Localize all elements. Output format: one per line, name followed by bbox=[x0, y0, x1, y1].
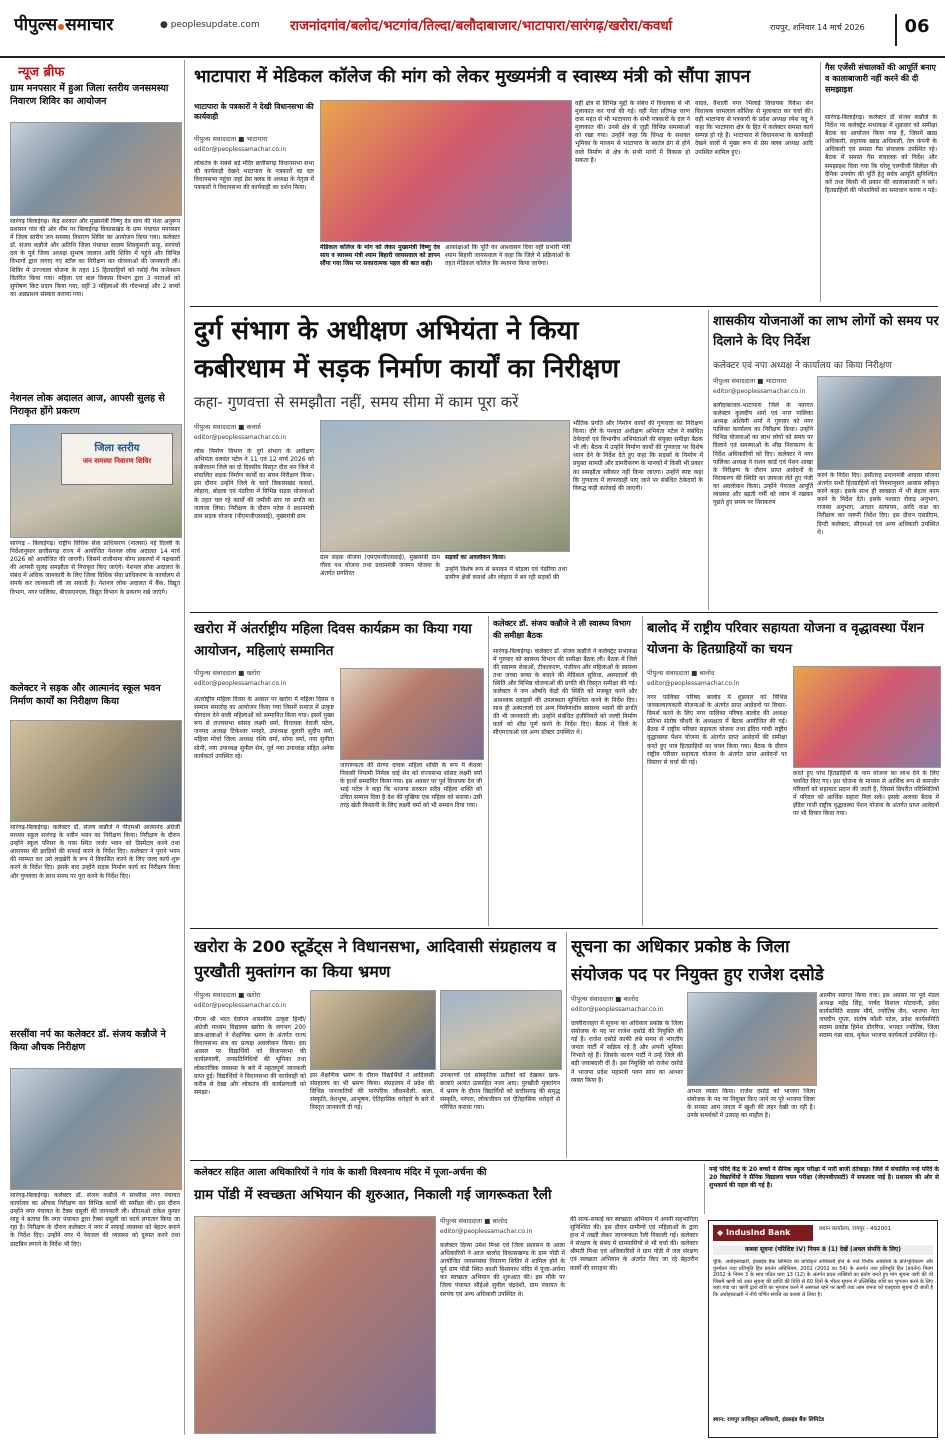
lead-story bbox=[190, 310, 705, 610]
schemes-col-2: करने के निर्देश दिए। इसीतरह प्रधानमंत्री आवास योजना अंतर्गत सभी हितग्राहियों को नियमानुसार आवास स्वीकृत करने कहा। इसके साथ ही स्वच्छता में भी बेहतर काम करने के निर्देश देते। इसके पश्चात रोकड़ अनुभाग, राजस्व अनुभाग, आधार सत्यापन, आदि कक्ष का निरीक्षण कर जरूरी निर्देश दिए। इस दौरान एसडीएम, डिप्टी कलेक्टर, सीएमओ एवं अन्य अधिकारी उपस्थित थे। bbox=[817, 472, 939, 536]
women-day-photo bbox=[340, 668, 484, 760]
lead-byline: पीपुल्स संवाददाता ■ कवर्धा bbox=[194, 423, 261, 431]
top-story-kicker: भाटापारा के पत्रकारों ने देखी विधानसभा की कार्यवाही bbox=[194, 102, 314, 121]
brief-1-title: ग्राम मनपसार में हुआ जिला स्तरीय जनसमस्या निवारण शिविर का आयोजन bbox=[10, 83, 169, 107]
divider-1 bbox=[190, 306, 938, 307]
women-day-col-2: जागरूकता की प्रेरणा दायक महिला शक्ति के रूप में केवला निवासी नियामी निर्मला वाई सेन को राज्यसभा सांसद लक्ष्मी वर्मा के हाथों सम्मानित किया गया। इस अवसर पर पूर्व विधायक देव जी भाई पटेल ने कहा कि भाजपा सरकार सदैव महिला शक्ति को उचित सम्मान दिया है देश की मुखिया एक महिला को बनाया। उसी तरह खेती किसानी के लिए लक्ष्मी वर्मा को भी सम्मान दिया गया। bbox=[340, 762, 482, 810]
divider-2 bbox=[190, 612, 938, 613]
top-story-email: editor@peoplessamachar.co.in bbox=[194, 146, 287, 153]
bank-ad-text: चूंकि, अधोहस्ताक्षरी, इंडसइंड बैंक लिमिटेड का प्राधिकृत अधिकारी होने के नाते वित्तीय आस्तियों के प्रतिभूतिकरण और पुनर्गठन तथा प्रतिभूति हित प्रवर्तन अधिनियम, 2002 (2002 का 54) के अंतर्गत तथा प्रतिभूति हित (प्रवर्तन) नियम 2002 के नियम 3 के साथ पठित धारा 13 (12) के अंतर्गत प्रदत्त शक्तियों का प्रयोग करते हुए मांग सूचना जारी की थी जिसमें ऋणी को उक्त सूचना की प्राप्ति की तिथि से 60 दिनों के भीतर सूचना में उल्लिखित राशि का भुगतान करने के लिए कहा गया था। ऋणी द्वारा राशि का भुगतान करने में असफल रहने पर ऋणी तथा आम जनता को एतद्द्वारा सूचना दी जाती है कि अधोहस्ताक्षरी ने नीचे वर्णित संपत्ति का कब्जा ले लिया है। bbox=[713, 1259, 933, 1298]
brief-4-photo bbox=[10, 1068, 182, 1190]
lead-subhead: कहा- गुणवत्ता से समझौता नहीं, समय सीमा में काम पूरा करें bbox=[194, 393, 519, 411]
balod-col-2: करते हुए पांच हितग्राहियों के नाम योजना का लाभ देने के लिए चयनित किए गए। इस योजना के माध्यम से आर्थिक रूप से कमजोर परिवारों को सहायता प्रदान की जाती है, जिससे विपरीत परिस्थितियों में परिवार को आर्थिक सहारा मिल सके। इसके अलावा बैठक में इंदिरा गांधी राष्ट्रीय वृद्धावस्था पेंशन योजना के अंतर्गत प्राप्त आवेदनों पर भी विचार किया गया। bbox=[793, 770, 939, 818]
women-day-email: editor@peoplessamachar.co.in bbox=[194, 680, 287, 687]
brief-2-title: नेशनल लोक अदालत आज, आपसी सुलह से निराकृत होंगे प्रकरण bbox=[10, 393, 165, 417]
banner-line-2: जन समस्या निवारण शिविर bbox=[82, 457, 152, 465]
brand-dot-icon bbox=[58, 24, 64, 30]
schemes-col-1: बलौदाबाजार-भाटापारा जिले के नवागत कलेक्टर कुलदीप शर्मा एवं नगर पालिका अध्यक्ष अश्विनी शर्मा ने गुरुवार को नगर पालिका कार्यालय का निरीक्षण किया। उन्होंने विभिन्न योजनाओं का लाभ लोगों को समय पर दिलाने एवं समस्याओं के शीघ्र निराकरण के निर्देश अधिकारियों को दिए। कलेक्टर ने नगर पालिका अध्यक्ष ने राशन कार्ड एवं पेंशन शाखा के निरीक्षण के दौरान प्राप्त आवेदनों के निराकरण की स्थिति का जायजा लेते हुए पंजी का अवलोकन किया। उन्होंने पेयजल आपूर्ति व्यवस्था और बढ़ती गर्मी को ध्यान में रखकर पूछते हुए समय पर निराकरण bbox=[713, 402, 813, 507]
students-story bbox=[190, 932, 562, 1158]
brand-right: समाचार bbox=[65, 15, 114, 35]
top-story bbox=[190, 62, 815, 302]
kashi-byline: पीपुल्स संवाददाता ■ बालोद bbox=[440, 1217, 508, 1225]
students-headline: खरोरा के 200 स्टूडेंट्स ने विधानसभा, आदिवासी संग्रहालय व पुरखौती मुक्तांगन का किया भ्रमण bbox=[194, 937, 557, 981]
kashi-email: editor@peoplessamachar.co.in bbox=[440, 1228, 533, 1235]
banner-sign bbox=[61, 433, 173, 485]
bank-logo-icon: ◆ bbox=[717, 1228, 726, 1237]
masthead bbox=[0, 0, 945, 58]
divider-4 bbox=[190, 1160, 938, 1161]
students-col-1: पीएम श्री भरत देवांगन शासकीय उत्कृष्ट हिन्दी/अंग्रेजी माध्यम विद्यालय खरोरा के लगभग 200 छात्र-छात्राओं ने शैक्षणिक भ्रमण के अंतर्गत राज्य विधानसभा सत्र का प्रत्यक्ष अवलोकन किया। इस अवसर पर विद्यार्थियों को विधानसभा की कार्यप्रणाली, जनप्रतिनिधियों की भूमिका तथा लोकतांत्रिक व्यवस्था के बारे में महत्वपूर्ण जानकारी प्राप्त हुई। विद्यार्थियों ने विधानसभा की कार्यवाही को करीब से देखा और लोकतंत्र की कार्यप्रणाली को समझा। bbox=[194, 1016, 306, 1096]
women-day-story bbox=[190, 616, 485, 926]
top-story-caption: मेडिकल कॉलेज के मांग को लेकर मुख्यमंत्री विष्णु देव साय व स्वास्थ्य मंत्री श्याम बिहारी जायसवाल को ज्ञापन सौंपा गया जिस पर सकारात्मक पहल की बात कही। bbox=[320, 244, 440, 268]
kashi-headline-2: ग्राम पोंडी में स्वच्छता अभियान की शुरुआत, निकाली गई जागरूकता रैली bbox=[194, 1187, 552, 1203]
women-day-headline: खरोरा में अंतर्राष्ट्रीय महिला दिवस कार्यक्रम का किया गया आयोजन, महिलाएं सम्मानित bbox=[194, 621, 472, 659]
schemes-byline: पीपुल्स संवाददाता ■ भाटापारा bbox=[713, 377, 787, 385]
students-col-2: इस शैक्षणिक भ्रमण के दौरान विद्यार्थियों ने आदिवासी संग्रहालय का भी भ्रमण किया। संग्रहालय में प्रदेश की विभिन्न जनजातियों की पारंपरिक जीवनशैली, कला, संस्कृति, वेशभूषा, आभूषण, ऐतिहासिक धरोहरों के बारे में विस्तृत जानकारी दी गई। bbox=[310, 1072, 434, 1112]
top-story-col-3: आकांक्षाओं कि पूर्ति का आश्वासन दिया वहीं प्रभारी मंत्री श्याम बिहारी जायसवाल ने कहा कि जिले में प्रक्रियाओं के तहत मेडिकल कॉलेज कि स्थापना किया जायेगा। bbox=[445, 244, 570, 268]
lead-caption: सड़कों का अवलोकन किया। bbox=[445, 554, 506, 561]
gas-agency-headline: गैस एजेंसी संचालकों की आपूर्ति बनाए व कालाबाजारी नहीं करने की दी समझाइश bbox=[825, 63, 936, 94]
lead-col-2: ग्राम सड़क योजना (एमएमजीएसवाई), मुख्यमंत्री ग्राम गौरव पथ योजना तथा प्रधानमंत्री जनमन योजना के अंतर्गत प्रगतिरत bbox=[320, 554, 440, 578]
bank-logo: ◆ IndusInd Bank bbox=[713, 1225, 813, 1241]
brief-3-title: कलेक्टर ने सड़क और आत्मानंद स्कूल भवन निर्माण कार्यों का निरीक्षण किया bbox=[10, 683, 161, 707]
top-story-col-1: लोकतंत्र के सबसे बड़े मंदिर छत्तीसगढ़ विधानसभा सभा की कार्यवाही देखने भाटापारा के पत्रकारों का दल विधानसभा पहुंचा जहां प्रेस क्लब के अध्यक्ष के नेतृत्व में पत्रकारों ने विधानसभा की कार्यवाही का दर्शन किया। bbox=[194, 160, 314, 192]
rti-email: editor@peoplessamachar.co.in bbox=[571, 1006, 664, 1013]
page-number: 06 bbox=[895, 14, 937, 46]
banner-line-1: जिला स्तरीय bbox=[94, 443, 140, 454]
news-brief-column bbox=[8, 60, 185, 1435]
balod-byline: पीपुल्स संवाददाता ■ बालोद bbox=[647, 669, 715, 677]
brief-1-text: सारंगढ़ बिलाईगढ़। केंद्र सरकार और मुख्यमंत्री विष्णु देव साय की मंशा अनुरूप प्रशासन गांव की ओर थीम पर बिलाईगढ़ विकासखंड के ग्राम पंचायत मनपसार में जिला स्तरीय जन समस्या निवारण शिविर का आयोजन किया गया। कलेक्टर डॉ. संजय कन्नौजे और अतिथि जिला पंचायत सदस्य शिवकुमारी साहू, सरपंचों दल के पूर्व जिला अध्यक्ष सुभाष जालान आदि शिविर में पहुंचे और विभिन्न विभागों द्वारा लगाए गए स्टॉल का निरीक्षण कर योजनाओं की जानकारी ली। शिविर में उज्ज्वला योजना के तहत 15 हितग्राहियों को रसोई गैस कनेक्शन वितरित किया गया। महिला एवं बाल विकास विभाग द्वारा 3 माताओं को सुपोषण किट प्रदान किया गया, वहीं 3 महिलाओं की गोदभराई और 2 बच्चों का अन्नप्राशन संस्कार कराया गया। bbox=[10, 218, 180, 298]
balod-col-1: नगर पालिका परिषद बालोद में शुक्रवार को विभिन्न जनकल्याणकारी योजनाओं के अंतर्गत प्राप्त आवेदनों पर विचार-विमर्श करने के लिए नगर पालिका परिषद बालोद की अध्यक्ष प्रतिभा संतोष चौधरी के अध्यक्षता में बैठक आयोजित की गई। बैठक में राष्ट्रीय परिवार सहायता योजना तथा इंदिरा गांधी राष्ट्रीय वृद्धावस्था पेंशन योजना के अंतर्गत प्राप्त आवेदनों की समीक्षा करते हुए पात्र हितग्राहियों का चयन किया गया। बैठक के दौरान राष्ट्रीय परिवार सहायता योजना के अंतर्गत प्राप्त आवेदनों पर विस्तार से चर्चा की गई। bbox=[647, 694, 787, 766]
bank-ad-footer: स्थान: रायपुर प्राधिकृत अधिकारी, इंडसइंड बैंक लिमिटेड bbox=[713, 1417, 825, 1423]
top-story-headline: भाटापारा में मेडिकल कॉलेज की मांग को लेकर मुख्यमंत्री व स्वास्थ्य मंत्री को सौंपा ज्ञापन bbox=[194, 67, 751, 87]
balod-headline: बालोद में राष्ट्रीय परिवार सहायता योजना व वृद्धावस्था पेंशन योजना के हितग्राहियों का चयन bbox=[647, 621, 924, 657]
brief-3-photo bbox=[10, 720, 182, 822]
women-day-col-1: अंतर्राष्ट्रीय महिला दिवस के अवसर पर खरोरा में महिला दिवस व सम्मान समारोह का आयोजन किया गया जिसमें समाज में उत्कृष्ट योगदान देने वाली महिलाओं को सम्मानित किया गया। इसमें मुख्य रूप से राज्यसभा सांसद लक्ष्मी वर्मा, विधायक देवजी पटेल, जनपद अध्यक्ष टिकेश्वर मनहरे, उपाध्यक्ष दुलारी सुदीप वर्मा, महिला मोर्चा जिला अध्यक्ष रश्मि वर्मा, सोना वर्मा, नया सुनीता सोनी, नया उपाध्यक्ष सुनील सेन, पूर्व नया उपाध्यक्ष सहित अनेक कार्यकर्ता उपस्थित रहे। bbox=[194, 696, 334, 760]
rti-byline: पीपुल्स संवाददाता ■ बालोद bbox=[571, 995, 639, 1003]
gas-agency-story bbox=[820, 62, 939, 302]
lead-col-3: उन्होंने विशेष रूप से बनाकर में बोड़ला एवं पंडरिया तथा ग्रामीण क्षेत्रों कवर्धा और लोहारा में बन रही सड़कों की bbox=[445, 566, 567, 582]
rti-headline-1: सूचना का अधिकार प्रकोष्ठ के जिला bbox=[571, 937, 790, 957]
kashi-story bbox=[190, 1164, 700, 1436]
dateline: रायपुर, शनिवार 14 मार्च 2026 bbox=[770, 23, 865, 32]
schemes-subhead: कलेक्टर एवं नपा अध्यक्ष ने कार्यालय का किया निरीक्षण bbox=[713, 361, 892, 371]
city-banner: राजनांदगांव/बलोद/भटगांव/तिल्दा/बलौदाबाजार/भाटापारा/सारंगढ़/खरोरा/कवर्धा bbox=[290, 18, 673, 34]
lead-col-1: लोक निर्माण विभाग के दुर्ग संभाग के अधीक्षण अभियंता वलवंत पटेल ने 11 एवं 12 मार्च 2026 को कबीरधाम जिले का दो दिवसीय विस्तृत दौरा कर जिले में संचालित सड़क निर्माण कार्यों का सघन निरीक्षण किया। इस दौरान उन्होंने जिले के चारों विकासखंड कवर्धा, लोहारा, बोड़ला एवं पंडरिया में विभिन्न सड़क योजनाओं के तहत चल रहे कार्यों की जमीनी स्तर पर प्रगति का जायजा लिया। निरीक्षण के दौरान पटेल ने प्रधानमंत्री ग्राम सड़क योजना (पीएमजीएसवाई), मुख्यमंत्री ग्राम bbox=[194, 448, 314, 520]
kashi-col-2: की साफ-सफाई कर स्वच्छता अभियान में अपनी सहभागिता सुनिश्चित की। इस दौरान ग्रामीणों एवं महिलाओं के द्वारा हाथ में तख्ती लेकर जागरूकता रैली निकाली गई। कलेक्टर ने संरक्षण के संबंध में ग्रामवासियों से भी चर्चा की। कलेक्टर श्रीमती मिश्रा एवं अधिकारियों ने ग्राम पोंडी में जल संरक्षण एवं स्वच्छता अभियान के अंतर्गत किए जा रहे बेहतरीन कार्यों की सराहना की। bbox=[570, 1216, 698, 1272]
health-review-headline: कलेक्टर डॉ. संजय कन्नौजे ने ली स्वास्थ्य विभाग की समीक्षा बैठक bbox=[493, 619, 631, 640]
lead-col-4: भौतिक प्रगति और निर्माण कार्यों की गुणवत्ता का निरीक्षण किया। दौरे के पश्चात अधीक्षण अभियंता पटेल ने संबंधित ठेकेदारों एवं विभागीय अभियंताओं की संयुक्त समीक्षा बैठक भी ली। बैठक में उन्होंने निर्माण कार्यों की गुणवत्ता पर विशेष ध्यान देने के निर्देश देते हुए कहा कि सड़कों के निर्माण में प्रयुक्त सामग्री और डामरीकरण के मानकों में किसी भी प्रकार का समझौता स्वीकार नहीं किया जाएगा। उन्होंने स्पष्ट कहा कि गुणवत्ता में लापरवाही पाए जाने पर संबंधित ठेकेदारों के विरुद्ध कड़ी कार्रवाई की जाएगी। bbox=[573, 420, 703, 492]
brief-1-photo bbox=[10, 122, 182, 216]
rti-story bbox=[566, 932, 941, 1158]
brief-2-text: सारंगढ़ - बिलाईगढ़। राष्ट्रीय विधिक सेवा प्राधिकरण (नालसा) नई दिल्ली के निर्देशानुसार छत्तीसगढ़ राज्य में आयोजित नेशनल लोक अदालत 14 मार्च 2026 को आयोजित की जाएगी। जिसमें राजीनामा योग्य प्रकरणों में पक्षकारों की आपसी सुलह समझौता से निराकृत किए जाएंगे। नेशनल लोक अदालत के संबंध में अधिक जानकारी के लिए जिला विधिक सेवा प्राधिकरण के कार्यालय से संपर्क कर जानकारी ली जा सकती है। नेशनल लोक अदालत में बैंक, विद्युत विभाग, नगर पालिका, बीएसएनएल, विद्युत विभाग के प्रकरण रखे जाएंगे। bbox=[10, 540, 180, 596]
brief-4-text: सारंगढ़-बिलाईगढ़। कलेक्टर डॉ. संजय कन्नौजे ने सरसींवा नगर पंचायत कार्यालय का औचक निरीक्षण कर विभिन्न कार्यों की समीक्षा की। इस दौरान उन्होंने नगर पंचायत के टैक्स वसूली की जानकारी ली। सीएमओ राकेश कुमार साहू ने बताया कि नगर पंचायत द्वारा टैक्स वसूली का कार्य लगातार किया जा रहा है। निरीक्षण के दौरान कलेक्टर ने नगर में सफाई व्यवस्था को बेहतर बनाने के निर्देश दिए। उन्होंने नगर में पेयजल की व्यवस्था को दुरुस्त करने तथा डस्टबिन लगाने के निर्देश भी दिए। bbox=[10, 1192, 180, 1248]
kashi-photo bbox=[194, 1216, 436, 1434]
kashi-headline-1: कलेक्टर सहित आला अधिकारियों ने गांव के काशी विश्वनाथ मंदिर में पूजा-अर्चना की bbox=[194, 1167, 487, 1178]
brief-4-title: सरसींवा नर्प का कलेक्टर डॉ. संजय कन्नौजे ने किया औचक निरीक्षण bbox=[10, 1029, 166, 1053]
top-story-col-4: वहीं क्षेत्र से विभिन्न मुद्दों के संबंध में विधायक से भी मुलाकात कर चर्चा की गई। वहीं नेता प्रतिपक्ष चरण दास महंत से भी भाटापारा के सभी पत्रकारों के दल ने मुलाकात की। उनसे क्षेत्र से जुड़ी विभिन्न समस्याओं को रखा गया। उन्होंने कहा कि विपक्ष के सशक्त भूमिका के माध्यम से भाटापारा के स्वतंत्र ढंग से होने वाले निर्माण से क्षेत्र के सभी मांगों में विकास हो सकता है। bbox=[575, 100, 690, 164]
schemes-story bbox=[708, 310, 941, 610]
schemes-photo bbox=[817, 376, 941, 470]
lead-headline-1: दुर्ग संभाग के अधीक्षण अभियंता ने किया bbox=[194, 316, 579, 346]
website[interactable]: ● peoplesupdate.com bbox=[160, 20, 260, 30]
lead-email: editor@peoplessamachar.co.in bbox=[194, 434, 287, 441]
brand-left: पीपुल्स bbox=[14, 15, 58, 35]
rti-col-2: आभार व्यक्त किया। राजेश दसोडे को भाजपा जिला संयोजक के पद पर नियुक्त किए जाने पर पूरे भाजपा जिला के समस्त आम जनता में खुशी की लहर देखी जा रही है। उनके समर्थकों में उत्साह का माहौल है। bbox=[687, 1088, 815, 1120]
health-review-text: सारंगढ़-बिलाईगढ़। कलेक्टर डॉ. संजय कन्नौजे ने कलेक्ट्रेट सभाकक्ष में गुरुवार को स्वास्थ्य विभाग की समीक्षा बैठक ली। बैठक में जिले की स्वास्थ्य सेवाओं, टीकाकरण, पंजीयन और महिलाओं के स्वास्थ्य तथा जच्चा बच्चा के बचाने की मेडिकल सुविधा, अस्पतालों की स्थिति और विभिन्न योजनाओं की प्रगति की विस्तृत समीक्षा की गई। कलेक्टर ने जन औषधि केंद्रों की स्थिति को मजबूत करने और आवश्यक दवाइयों की उपलब्धता सुनिश्चित करने के निर्देश दिए। साथ ही अस्पतालों एवं अन्य निर्माणाधीन स्वास्थ्य भवनों की प्रगति की भी जानकारी ली। उन्होंने संबंधित इंजीनियरों को जल्दी निर्माण कार्य को शीघ्र पूर्ण करने के निर्देश दिए। बैठक में जिले के सीएमएचओ एवं अन्य डॉक्टर उपस्थित थे। bbox=[493, 648, 637, 736]
divider-3 bbox=[190, 928, 938, 929]
women-day-byline: पीपुल्स संवाददाता ■ खरोरा bbox=[194, 669, 261, 677]
brief-2-photo bbox=[10, 424, 182, 538]
students-byline: पीपुल्स संवाददाता ■ खरोरा bbox=[194, 991, 261, 999]
top-story-photo bbox=[320, 100, 572, 242]
balod-email: editor@peoplessamachar.co.in bbox=[647, 680, 740, 687]
students-col-3: उपकरणों एवं सांस्कृतिक प्रतीकों को देखकर छात्र-छात्राएं अत्यंत उत्साहित नजर आए। पुरखौती मुक्तांगन में भ्रमण के दौरान विद्यार्थियों को छत्तीसगढ़ की समृद्ध संस्कृति, परंपरा, लोकजीवन एवं ऐतिहासिक धरोहरों से परिचित कराया गया। bbox=[440, 1072, 560, 1112]
news-brief-label: न्यूज ब्रीफ bbox=[18, 65, 65, 80]
bank-ad-title: कब्जा सूचना (परिशिष्ट IV) नियम 8 (1) देखें (अचल संपत्ति के लिए) bbox=[713, 1245, 933, 1255]
rti-col-1: दल्लीराजहरा में सूचना का अधिकार प्रकोष्ठ के जिला संयोजक के पद पर राजेश दसोडे की नियुक्ति की गई है। राजेश दसोडे काफी लंबे समय से भारतीय जनता पार्टी में सक्रिय रहे हैं और अपनी भूमिका निभाते रहे हैं। जिसके कारण पार्टी ने उन्हें जिले की बड़ी जवाबदारी दी है। इस नियुक्ति को राजेश दसोडे ने भाजपा प्रदेश महामंत्री पवन साय का आभार व्यक्त किया है। bbox=[571, 1020, 683, 1084]
kashi-col-1: कलेक्टर दिव्या उमेश मिश्रा एवं जिला प्रशासन के आला अधिकारियों ने आज बालोद विकासखण्ड के ग्राम पोंडी में आयोजित जनसमस्या निवारण शिविर में शामिल होने के पूर्व ग्राम पोंडी स्थित काशी विश्वनाथ मंदिर में पूजा-अर्चना कर स्वच्छता अभियान की शुरुआत की। इस मौके पर जिला पंचायत सीईओ सुनील चंद्रवंशी, ग्राम पंचायत के सरपंच एवं अन्य अधिकारी उपस्थित थे। bbox=[440, 1242, 565, 1298]
rti-col-3: आत्मीय स्वागत किया गया। इस अवसर पर पूर्व मंडल अध्यक्ष महेंद्र सिंह, पार्षद विशाल मोटवानी, प्रदेश कार्यसमिति सदस्य मौर्य, ज्योतिष जैन, भाजपा नेता जयदीप गुप्ता, संतोष कौशी पटेल, प्रदेश कार्यसमिति सदस्य प्रकोष्ठ हिमेश डोंगरिया, भगवत ज्योतिष, जिला सदस्य गन्ना साव, मुकेश भाजपा कार्यकर्ता उपस्थित रहे। bbox=[819, 992, 939, 1040]
schemes-headline: शासकीय योजनाओं का लाभ लोगों को समय पर दिलाने के दिए निर्देश bbox=[713, 314, 939, 349]
bank-ad bbox=[708, 1220, 938, 1438]
students-email: editor@peoplessamachar.co.in bbox=[194, 1002, 287, 1009]
navodaya-text: नन्हे परिंदे केंद्र के 20 बच्चों ने सैनिक स्कूल परीक्षा में मारी बाजी दंतेवाड़ा। जिले में संचालित नन्हे परिंदे के 20 विद्यार्थियों ने सैनिक विद्यालय चयन परीक्षा (जेएनवीएसटी) में सफलता पाई है। प्रशासन की ओर से शुभकार्य की पहल की गई है। bbox=[709, 1166, 939, 1190]
rti-photo bbox=[687, 992, 817, 1086]
brief-3-text: सारंगढ़-बिलाईगढ़। कलेक्टर डॉ. संजय कन्नौजे ने पीएमश्री आत्मानंद अंग्रेजी माध्यम स्कूल सारंगढ़ के नवीन भवन का निरीक्षण किया। निरीक्षण के दौरान उन्होंने स्कूल परिसर के पास स्थित जर्जर भवन को डिस्मेंटल करने तथा आसपास की झाड़ियों की सफाई करने के निर्देश दिए। कलेक्टर ने पुराने भवन की मरम्मत कर उसे लाइब्रेरी के रूप में विकसित करने के लिए जल्द कार्य शुरू करने के निर्देश दिए। इसके बाद उन्होंने सड़क निर्माण कार्य का निरीक्षण किया और गुणवत्ता के साथ समय पर पूरा करने के निर्देश दिए। bbox=[10, 824, 180, 880]
lead-photo bbox=[320, 420, 570, 552]
balod-photo bbox=[793, 666, 941, 768]
brand-logo bbox=[14, 12, 154, 36]
schemes-email: editor@peoplessamachar.co.in bbox=[713, 388, 806, 395]
lead-headline-2: कबीरधाम में सड़क निर्माण कार्यों का निरीक्षण bbox=[194, 354, 620, 384]
navodaya-brief bbox=[704, 1164, 941, 1214]
top-story-col-5: यादव, वैशाली नगर भिलाई विधायक रिकेश सेन विधायक धरमलाल कौशिक से मुलाकात कर चर्चा की। वहीं भाटापारा से पत्रकारों के प्रदेश अध्यक्ष रमेश यदु ने कहा कि भाटापारा क्षेत्र के हित में कलेक्टर समस्त कार्य सम्पन्न हो रहे हैं। भाटापारा से विधानसभा के कार्यवाही देखने वालों में मुख्य रूप से प्रेस क्लब अध्यक्ष आदि उपस्थित शामिल हुए। bbox=[695, 100, 813, 156]
rti-headline-2: संयोजक पद पर नियुक्त हुए राजेश दसोडे bbox=[571, 965, 824, 985]
students-photo bbox=[310, 990, 436, 1070]
health-review-story bbox=[488, 616, 639, 926]
top-story-byline: पीपुल्स संवाददाता ■ भाटापारा bbox=[194, 135, 268, 143]
gas-agency-text: सारंगढ़-बिलाईगढ़। कलेक्टर डॉ संजय कन्नौजे के निर्देश पर कलेक्ट्रेट सभाकक्ष में शुक्रवार को समीक्षा बैठक का आयोजन किया गया है, जिसमें खाद्य अधिकारी, सहायक खाद्य अधिकारी, तेल कंपनी के अधिकारी एवं समस्त गैस संचालक उपस्थित रहे। बैठक में समस्त गैस संचालक को निर्देश और समझाइश दिया गया कि घरेलू एलपीजी सिलेंडर की दैनिक उपयोग की पूर्ति हेतु सर्वत्र आपूर्ति सुनिश्चित करें तथा किसी भी प्रकार की कालाबाजारी न करें। हितग्राहियों की परेशानियों का समाधान करना न पड़े। bbox=[825, 114, 937, 194]
globe-icon: ● bbox=[160, 20, 171, 30]
bank-header-right: प्रधान कार्यालय, रायपुर - 492001 bbox=[819, 1226, 892, 1232]
balod-story bbox=[642, 616, 941, 926]
students-photo-2 bbox=[440, 990, 562, 1070]
